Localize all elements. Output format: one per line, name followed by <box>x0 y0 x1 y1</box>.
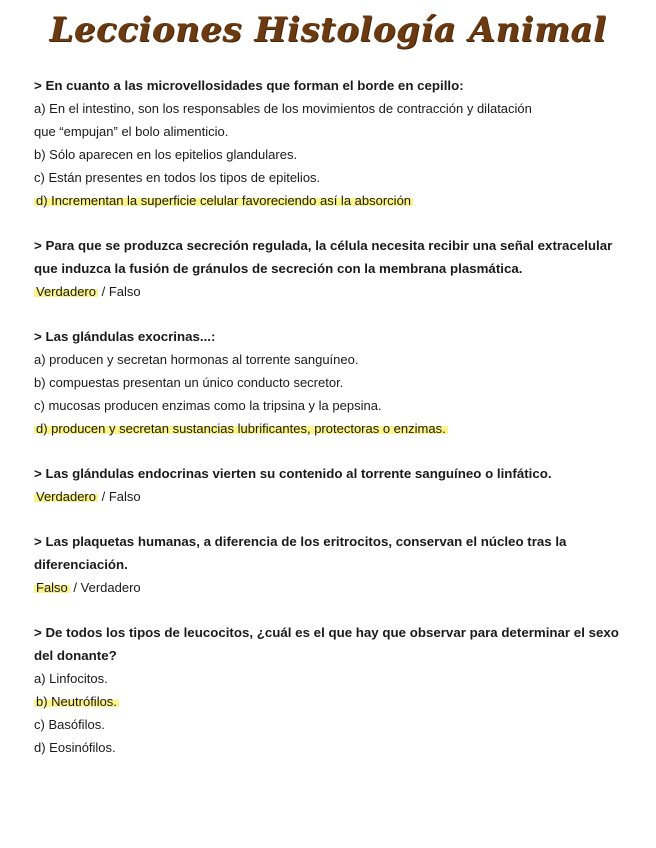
answer-separator: / <box>69 580 81 595</box>
true-false-answer <box>34 576 634 599</box>
other-answer: Falso <box>108 284 141 299</box>
true-false-answer <box>34 280 634 303</box>
question-2 <box>34 234 634 303</box>
question-4 <box>34 462 634 508</box>
option-b: b) compuestas presentan un único conducto secretor. <box>34 375 344 390</box>
other-answer: Verdadero <box>80 580 141 595</box>
highlighted-answer: d) Incrementan la superficie celular favoreciendo así la absorción <box>36 193 412 208</box>
question-text: > Las plaquetas humanas, a diferencia de los eritrocitos, conservan el núcleo tras la diferenciación. <box>34 534 567 572</box>
option-a: a) En el intestino, son los responsables de los movimientos de contracción y dilatación <box>34 101 532 116</box>
highlighted-answer: d) producen y secretan sustancias lubrificantes, protectoras o enzimas. <box>36 421 446 436</box>
highlighted-answer: b) Neutrófilos. <box>36 694 117 709</box>
question-1 <box>34 74 634 212</box>
page-title: Lecciones Histología Animal <box>49 10 607 50</box>
question-text: > En cuanto a las microvellosidades que forman el borde en cepillo: <box>34 78 464 93</box>
question-text: > Las glándulas endocrinas vierten su contenido al torrente sanguíneo o linfático. <box>34 466 552 481</box>
option-d-correct <box>34 189 634 212</box>
option-c: c) mucosas producen enzimas como la tripsina y la pepsina. <box>34 398 382 413</box>
answer-separator: / <box>98 489 109 504</box>
option-a-continued: que “empujan” el bolo alimenticio. <box>34 124 229 139</box>
question-text: > Las glándulas exocrinas...: <box>34 329 216 344</box>
highlighted-answer: Verdadero <box>36 489 96 504</box>
question-list <box>34 74 634 781</box>
option-b-correct <box>34 690 634 713</box>
question-3 <box>34 325 634 440</box>
option-d-correct <box>34 417 634 440</box>
option-c: c) Basófilos. <box>34 717 105 732</box>
option-d: d) Eosinófilos. <box>34 740 116 755</box>
answer-separator: / <box>98 284 109 299</box>
question-text: > Para que se produzca secreción regulada, la célula necesita recibir una señal extracelular que induzca la fusión de gránulos de secreción con la membrana plasmática. <box>34 238 613 276</box>
true-false-answer <box>34 485 634 508</box>
other-answer: Falso <box>108 489 141 504</box>
highlighted-answer: Falso <box>36 580 68 595</box>
option-c: c) Están presentes en todos los tipos de epitelios. <box>34 170 321 185</box>
question-6 <box>34 621 634 759</box>
highlighted-answer: Verdadero <box>36 284 96 299</box>
option-b: b) Sólo aparecen en los epitelios glandulares. <box>34 147 298 162</box>
option-a: a) producen y secretan hormonas al torrente sanguíneo. <box>34 352 359 367</box>
question-5 <box>34 530 634 599</box>
option-a: a) Linfocitos. <box>34 671 108 686</box>
question-text: > De todos los tipos de leucocitos, ¿cuál es el que hay que observar para determinar el sexo del donante? <box>34 625 619 663</box>
